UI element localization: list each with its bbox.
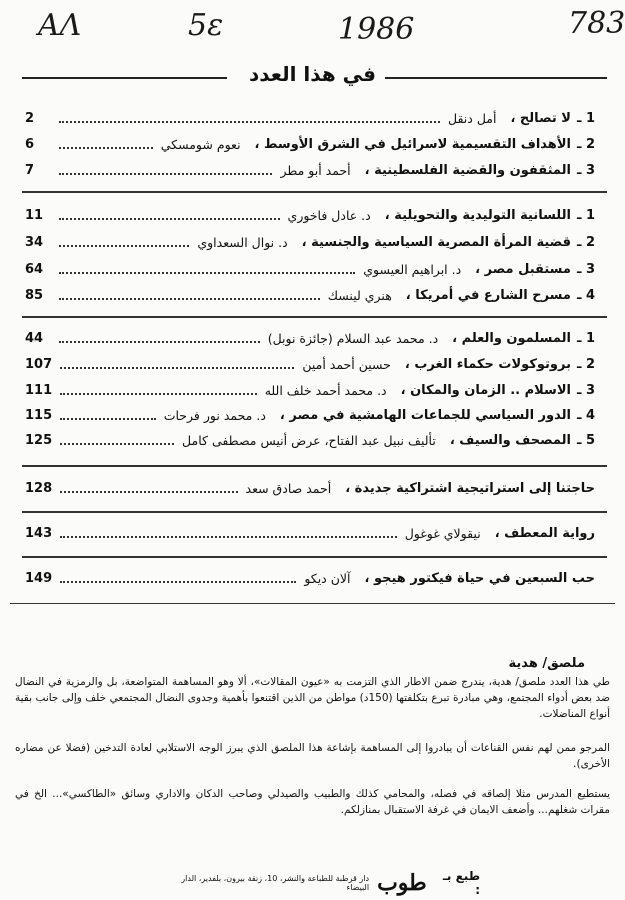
entry-title: الدور السياسي للجماعات الهامشية في مصر ،	[279, 407, 571, 423]
section-divider	[22, 465, 607, 467]
entry-author: نيقولاي غوغول	[404, 525, 481, 541]
entry-page: 149	[25, 570, 53, 586]
toc-entry	[25, 477, 595, 499]
section-divider	[22, 511, 607, 513]
entry-number: 5 ـ	[576, 432, 595, 448]
entry-page: 85	[25, 287, 44, 303]
entry-page: 34	[25, 234, 44, 250]
entry-page: 125	[25, 432, 53, 448]
dot-leader	[59, 147, 153, 149]
entry-author: تأليف نبيل عبد الفتاح، عرض أنيس مصطفى كامل	[182, 432, 436, 448]
entry-page: 115	[25, 407, 53, 423]
toc-entry	[25, 404, 595, 426]
entry-author: نعوم شومسكي	[160, 136, 241, 152]
entry-page: 107	[25, 356, 53, 372]
toc-entry	[25, 133, 595, 155]
title-rule-left	[22, 77, 227, 79]
entry-author: آلان ديكو	[304, 570, 351, 586]
entry-title: الأهداف التقسيمية لاسرائيل في الشرق الأوسط ،	[254, 136, 571, 152]
dot-leader	[60, 491, 237, 493]
entry-title: مستقبل مصر ،	[475, 261, 571, 277]
handwritten-volume-number: 5ε	[188, 8, 224, 43]
section-divider	[22, 316, 607, 318]
entry-title: قضية المرأة المصرية السياسية والجنسية ،	[301, 234, 571, 250]
entry-number: 4 ـ	[576, 407, 595, 423]
entry-author: هنري لينسك	[327, 287, 392, 303]
toc-entry	[25, 284, 595, 306]
entry-page: 111	[25, 382, 53, 398]
section-divider	[22, 191, 607, 193]
dot-leader	[59, 341, 260, 343]
entry-number: 3 ـ	[576, 382, 595, 398]
dot-leader	[59, 272, 355, 274]
entry-number: 2 ـ	[576, 136, 595, 152]
toc-entry	[25, 204, 595, 226]
toc-entry	[25, 107, 595, 129]
entry-title: لا تصالح ،	[510, 110, 571, 126]
entry-author: د. نوال السعداوي	[197, 234, 288, 250]
entry-number: 2 ـ	[576, 234, 595, 250]
dot-leader	[59, 173, 272, 175]
entry-author: د. محمد عبد السلام (جائزة نوبل)	[267, 330, 439, 346]
entry-author: أحمد أبو مطر	[280, 162, 351, 178]
dot-leader	[60, 443, 174, 445]
dot-leader	[59, 245, 189, 247]
sticker-paragraph: يستطيع المدرس مثلا إلصاقه في فصله، والمحامي كذلك والطبيب والصيدلي وصاحب الدكان والاداري وسائق «الطاكسي»... الخ في مقرات شغلهم... وأضعف الايمان في غرفة الاستقبال بمنازلكم.	[15, 788, 610, 816]
entry-author: د. محمد نور فرحات	[163, 407, 266, 423]
entry-author: د. محمد أحمد خلف الله	[264, 382, 387, 398]
sticker-paragraph: طي هذا العدد ملصق/ هدية، يندرج ضمن الاطار الذي التزمت به «عيون المقالات»، ألا وهو المساهمة المتواضعة، بل والرمزية في النضال ضد بعض أدواء المجتمع، وهي مبادرة تبرع بتكلفتها (150د) مواطن من الذين اقتنعوا بأهمية وجدوى النضال المجتمعي خلف وإلى جانب بقية أنواع المناضلات.	[15, 676, 610, 720]
entry-title: الاسلام .. الزمان والمكان ،	[400, 382, 571, 398]
toc-entry	[25, 379, 595, 401]
printer-credit	[160, 868, 480, 898]
toc-entry	[25, 522, 595, 544]
dot-leader	[59, 218, 280, 220]
entry-page: 44	[25, 330, 44, 346]
handwritten-year: 1986	[338, 12, 415, 47]
entry-page: 64	[25, 261, 44, 277]
entry-number: 1 ـ	[576, 207, 595, 223]
dot-leader	[59, 298, 320, 300]
dot-leader	[60, 367, 294, 369]
entry-page: 6	[25, 136, 35, 152]
entry-author: أحمد صادق سعد	[245, 480, 332, 496]
printer-logo: طوب	[377, 870, 427, 896]
toc-entry	[25, 231, 595, 253]
entry-page: 7	[25, 162, 35, 178]
entry-number: 1 ـ	[576, 330, 595, 346]
page-title: في هذا العدد	[248, 62, 376, 86]
title-rule-right	[385, 77, 607, 79]
sticker-paragraph: المرجو ممن لهم نفس القناعات أن يبادروا إلى المساهمة بإشاعة هذا الملصق الذي يبرز الوجه الاستلابي لعادة التدخين (فضلا عن مضاره الأخرى).	[15, 742, 610, 770]
entry-title: رواية المعطف ،	[494, 525, 595, 541]
entry-title: المثقفون والقضية الفلسطينية ،	[364, 162, 571, 178]
dot-leader	[60, 418, 156, 420]
printer-label: طبع بـ :	[442, 869, 480, 897]
entry-number: 3 ـ	[576, 162, 595, 178]
entry-title: حاجتنا إلى استراتيجية اشتراكية جديدة ،	[345, 480, 595, 496]
entry-page: 128	[25, 480, 53, 496]
entry-title: المسلمون والعلم ،	[452, 330, 571, 346]
entry-number: 4 ـ	[576, 287, 595, 303]
section-divider	[22, 556, 607, 558]
entry-number: 3 ـ	[576, 261, 595, 277]
entry-title: اللسانية التوليدية والتحويلية ،	[384, 207, 571, 223]
toc-entry	[25, 258, 595, 280]
entry-title: حب السبعين في حياة فيكتور هيجو ،	[364, 570, 595, 586]
toc-entry	[25, 567, 595, 589]
entry-number: 1 ـ	[576, 110, 595, 126]
toc-entry	[25, 327, 595, 349]
dot-leader	[60, 581, 296, 583]
sticker-heading: ملصق/ هدية	[508, 656, 585, 671]
entry-title: المصحف والسيف ،	[449, 432, 571, 448]
entry-author: أمل دنقل	[448, 110, 497, 126]
entry-author: حسين أحمد أمين	[302, 356, 391, 372]
toc-entry	[25, 159, 595, 181]
entry-page: 11	[25, 207, 44, 223]
entry-title: بروتوكولات حكماء الغرب ،	[404, 356, 571, 372]
dot-leader	[60, 536, 397, 538]
dot-leader	[59, 121, 440, 123]
entry-number: 2 ـ	[576, 356, 595, 372]
entry-page: 143	[25, 525, 53, 541]
toc-entry	[25, 429, 595, 451]
entry-author: د. عادل فاخوري	[287, 207, 371, 223]
entry-title: مسرح الشارع في أمريكا ،	[405, 287, 571, 303]
printer-address: دار قرطبة للطباعة والنشر، 10، زنقة بيرون، بلفدير، الدار البيضاء	[181, 874, 370, 892]
toc-entry	[25, 353, 595, 375]
handwritten-code: 783	[568, 6, 625, 41]
entry-author: د. ابراهيم العيسوي	[363, 261, 462, 277]
dot-leader	[60, 393, 257, 395]
section-divider	[10, 603, 615, 604]
entry-page: 2	[25, 110, 35, 126]
handwritten-mark-left: AΛ	[38, 8, 82, 43]
